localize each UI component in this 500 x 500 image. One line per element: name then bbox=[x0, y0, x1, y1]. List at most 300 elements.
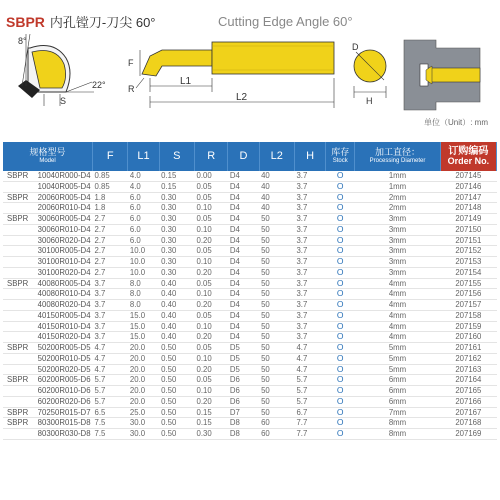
table-row bbox=[3, 257, 497, 268]
cell-l2: 50 bbox=[261, 224, 270, 234]
cell-d: D4 bbox=[229, 300, 240, 309]
cell-r: 0.20 bbox=[196, 235, 212, 245]
cell-model bbox=[3, 214, 93, 225]
cell-stock: O bbox=[336, 256, 344, 266]
cell-model bbox=[3, 407, 93, 418]
table-row bbox=[3, 375, 497, 386]
cell-f: 3.7 bbox=[94, 332, 106, 342]
cell-l1: 8.0 bbox=[129, 289, 141, 299]
cell-order: 207158 bbox=[455, 310, 482, 320]
cell-diam: 1mm bbox=[388, 171, 407, 180]
col-diameter: 加工直径： Processing Diameter bbox=[355, 142, 440, 171]
cell-f: 1.8 bbox=[94, 203, 106, 213]
table-row bbox=[3, 310, 497, 321]
cell-h: 5.7 bbox=[296, 375, 308, 385]
table-body bbox=[3, 171, 497, 439]
cell-h: 3.7 bbox=[296, 181, 308, 191]
model-prefix: SBPR bbox=[7, 375, 29, 385]
cell-model bbox=[3, 310, 93, 321]
cell-h: 3.7 bbox=[296, 289, 308, 299]
cell-h: 3.7 bbox=[296, 332, 308, 342]
cell-r: 0.05 bbox=[196, 375, 212, 385]
cell-order: 207149 bbox=[455, 214, 482, 223]
col-order: 订购编码 Order No. bbox=[440, 142, 496, 171]
title-english: Cutting Edge Angle 60° bbox=[218, 14, 353, 29]
cell-h: 5.7 bbox=[296, 386, 308, 395]
cell-s: 0.50 bbox=[161, 343, 177, 352]
cell-h: 3.7 bbox=[296, 235, 308, 245]
cell-l2: 60 bbox=[261, 418, 270, 428]
model-code: 70250R015-D7 bbox=[37, 407, 91, 417]
cell-f: 5.7 bbox=[94, 386, 106, 395]
cell-l2: 50 bbox=[261, 343, 270, 352]
cell-s: 0.50 bbox=[161, 353, 177, 363]
cell-stock: O bbox=[336, 385, 344, 395]
cell-d: D8 bbox=[229, 429, 240, 438]
cell-diam: 3mm bbox=[388, 267, 407, 277]
cell-d: D4 bbox=[229, 181, 240, 191]
cell-f: 6.5 bbox=[94, 407, 106, 417]
cell-stock: O bbox=[336, 245, 344, 256]
cell-s: 0.50 bbox=[161, 396, 177, 406]
cell-f: 2.7 bbox=[94, 214, 106, 223]
cell-r: 0.20 bbox=[196, 267, 212, 277]
cell-diam: 7mm bbox=[388, 407, 407, 417]
cell-f: 5.7 bbox=[94, 396, 106, 406]
cell-f: 3.7 bbox=[94, 310, 106, 320]
cell-model bbox=[3, 257, 93, 268]
cell-order: 207153 bbox=[455, 257, 482, 266]
cell-f: 2.7 bbox=[94, 224, 106, 234]
cell-s: 0.30 bbox=[161, 224, 177, 234]
cell-r: 0.20 bbox=[196, 396, 212, 406]
cell-r: 0.05 bbox=[196, 310, 212, 320]
cell-f: 7.5 bbox=[94, 429, 106, 438]
cell-s: 0.30 bbox=[161, 214, 177, 223]
model-code: 40150R010-D4 bbox=[37, 321, 91, 331]
cell-d: D4 bbox=[229, 289, 240, 299]
cell-model bbox=[3, 396, 93, 407]
cell-r: 0.05 bbox=[196, 246, 212, 256]
cell-diam: 4mm bbox=[388, 289, 407, 299]
cell-d: D5 bbox=[229, 353, 240, 363]
tip-view bbox=[18, 34, 106, 106]
cell-r: 0.05 bbox=[196, 214, 212, 223]
model-code: 80300R030-D8 bbox=[37, 429, 91, 438]
cell-model bbox=[3, 181, 93, 192]
cell-diam: 5mm bbox=[388, 343, 407, 352]
cell-s: 0.30 bbox=[161, 235, 177, 245]
cell-r: 0.10 bbox=[196, 203, 212, 213]
cell-h: 3.7 bbox=[296, 257, 308, 266]
cell-l2: 60 bbox=[261, 429, 270, 438]
cell-order: 207167 bbox=[455, 407, 482, 417]
cell-r: 0.05 bbox=[196, 181, 212, 191]
series-title: SBPR bbox=[6, 14, 45, 30]
cell-r: 0.10 bbox=[196, 224, 212, 234]
cell-order: 207155 bbox=[455, 278, 482, 288]
cell-r: 0.10 bbox=[196, 386, 212, 395]
cell-stock: O bbox=[336, 364, 344, 374]
cell-s: 0.50 bbox=[161, 429, 177, 438]
cell-l2: 50 bbox=[261, 364, 270, 374]
table-row bbox=[3, 353, 497, 364]
cell-h: 3.7 bbox=[296, 171, 308, 180]
cell-l1: 20.0 bbox=[129, 375, 146, 385]
model-code: 20060R010-D4 bbox=[37, 203, 91, 213]
model-code: 60200R010-D6 bbox=[37, 386, 91, 395]
cell-l1: 20.0 bbox=[129, 353, 146, 363]
cell-h: 3.7 bbox=[296, 278, 308, 288]
cell-f: 3.7 bbox=[94, 278, 106, 288]
f-label: F bbox=[128, 58, 134, 68]
cell-stock: O bbox=[336, 342, 344, 352]
cell-s: 0.15 bbox=[161, 181, 177, 191]
cell-l2: 50 bbox=[261, 257, 270, 266]
cell-diam: 3mm bbox=[388, 214, 407, 223]
cell-d: D4 bbox=[229, 203, 240, 213]
cell-s: 0.40 bbox=[161, 321, 177, 331]
cell-l2: 40 bbox=[261, 203, 270, 213]
model-prefix: SBPR bbox=[7, 407, 29, 417]
cell-l1: 4.0 bbox=[129, 181, 141, 191]
cell-diam: 8mm bbox=[388, 429, 407, 438]
table-row bbox=[3, 396, 497, 407]
cell-l2: 50 bbox=[261, 321, 270, 331]
col-r: R bbox=[195, 142, 228, 171]
cell-l2: 50 bbox=[261, 246, 270, 256]
cell-l1: 10.0 bbox=[129, 246, 146, 256]
model-code: 40150R005-D4 bbox=[37, 310, 91, 320]
cell-order: 207146 bbox=[455, 181, 482, 191]
table-row bbox=[3, 418, 497, 429]
cell-stock: O bbox=[336, 417, 344, 428]
col-l1: L1 bbox=[128, 142, 159, 171]
cell-l2: 50 bbox=[261, 289, 270, 299]
cell-f: 3.7 bbox=[94, 289, 106, 299]
cell-f: 1.8 bbox=[94, 192, 106, 202]
cell-model bbox=[3, 192, 93, 203]
r-label: R bbox=[128, 84, 135, 94]
cell-l2: 50 bbox=[261, 353, 270, 363]
cell-order: 207148 bbox=[455, 203, 482, 213]
cell-r: 0.05 bbox=[196, 278, 212, 288]
model-code: 10040R000-D4 bbox=[37, 171, 91, 180]
table-row bbox=[3, 321, 497, 332]
cell-order: 207162 bbox=[455, 353, 482, 363]
col-s: S bbox=[159, 142, 194, 171]
cell-order: 207147 bbox=[455, 192, 482, 202]
cell-f: 2.7 bbox=[94, 257, 106, 266]
model-code: 40080R020-D4 bbox=[37, 300, 91, 309]
model-code: 30100R005-D4 bbox=[37, 246, 91, 256]
model-code: 50200R010-D5 bbox=[37, 353, 91, 363]
cell-diam: 6mm bbox=[388, 396, 407, 406]
cell-order: 207164 bbox=[455, 375, 482, 385]
cell-s: 0.50 bbox=[161, 375, 177, 385]
table-header-row bbox=[3, 142, 497, 171]
cell-stock: O bbox=[336, 224, 344, 234]
cell-model bbox=[3, 386, 93, 397]
model-prefix: SBPR bbox=[7, 171, 29, 180]
h-label: H bbox=[366, 96, 373, 106]
cell-h: 3.7 bbox=[296, 192, 308, 202]
cell-model bbox=[3, 353, 93, 364]
cell-r: 0.10 bbox=[196, 289, 212, 299]
angle-top-label: 8° bbox=[18, 36, 27, 46]
col-stock: 库存 Stock bbox=[326, 142, 355, 171]
cell-diam: 3mm bbox=[388, 246, 407, 256]
cell-h: 4.7 bbox=[296, 353, 308, 363]
cell-r: 0.10 bbox=[196, 321, 212, 331]
cell-stock: O bbox=[336, 310, 344, 320]
model-code: 40150R020-D4 bbox=[37, 332, 91, 342]
col-d: D bbox=[228, 142, 259, 171]
cell-order: 207165 bbox=[455, 386, 482, 395]
cell-model bbox=[3, 364, 93, 375]
l1-label: L1 bbox=[180, 76, 192, 87]
cell-model bbox=[3, 278, 93, 289]
cell-stock: O bbox=[336, 213, 344, 223]
model-prefix: SBPR bbox=[7, 192, 29, 202]
cell-stock: O bbox=[336, 407, 344, 417]
cell-l2: 50 bbox=[261, 386, 270, 395]
spec-table bbox=[3, 142, 497, 440]
col-model: 规格型号 Model bbox=[3, 142, 93, 171]
d-label: D bbox=[352, 42, 359, 52]
cell-model bbox=[3, 343, 93, 354]
cell-h: 3.7 bbox=[296, 300, 308, 309]
table-row bbox=[3, 171, 497, 181]
cell-s: 0.40 bbox=[161, 278, 177, 288]
l2-label: L2 bbox=[236, 92, 248, 103]
cell-l1: 8.0 bbox=[129, 278, 141, 288]
cell-l1: 20.0 bbox=[129, 396, 146, 406]
cell-h: 5.7 bbox=[296, 396, 308, 406]
col-f: F bbox=[93, 142, 128, 171]
cell-diam: 1mm bbox=[388, 181, 407, 191]
cell-l2: 50 bbox=[261, 396, 270, 406]
cell-r: 0.20 bbox=[196, 332, 212, 342]
model-code: 30060R005-D4 bbox=[37, 214, 91, 223]
table-row bbox=[3, 246, 497, 257]
title-chinese: 内孔镗刀-刀尖 60° bbox=[49, 15, 156, 30]
table-row bbox=[3, 386, 497, 397]
cell-order: 207168 bbox=[455, 418, 482, 428]
cell-l2: 50 bbox=[261, 332, 270, 342]
cell-s: 0.15 bbox=[161, 171, 177, 180]
cell-stock: O bbox=[336, 235, 344, 245]
cell-l1: 10.0 bbox=[129, 267, 146, 277]
table-row bbox=[3, 181, 497, 192]
cell-l1: 30.0 bbox=[129, 429, 146, 438]
cell-l1: 20.0 bbox=[129, 364, 146, 374]
cell-s: 0.40 bbox=[161, 332, 177, 342]
cell-stock: O bbox=[336, 428, 344, 438]
cell-l2: 40 bbox=[261, 181, 270, 191]
cell-diam: 4mm bbox=[388, 300, 407, 309]
cell-h: 3.7 bbox=[296, 246, 308, 256]
cell-r: 0.00 bbox=[196, 171, 212, 180]
cell-diam: 3mm bbox=[388, 235, 407, 245]
cell-d: D5 bbox=[229, 364, 240, 374]
cell-l1: 15.0 bbox=[129, 332, 146, 342]
table-row bbox=[3, 214, 497, 225]
cell-model bbox=[3, 267, 93, 278]
shank bbox=[212, 42, 334, 74]
model-prefix: SBPR bbox=[7, 418, 29, 428]
model-code: 50200R020-D5 bbox=[37, 364, 91, 374]
model-code: 10040R005-D4 bbox=[37, 181, 91, 191]
cell-diam: 4mm bbox=[388, 278, 407, 288]
cell-r: 0.05 bbox=[196, 192, 212, 202]
cell-f: 2.7 bbox=[94, 246, 106, 256]
cell-h: 7.7 bbox=[296, 418, 308, 428]
cell-f: 4.7 bbox=[94, 364, 106, 374]
cell-s: 0.30 bbox=[161, 246, 177, 256]
cell-f: 0.85 bbox=[94, 171, 110, 180]
cell-l1: 20.0 bbox=[129, 386, 146, 395]
cell-order: 207151 bbox=[455, 235, 482, 245]
cell-d: D4 bbox=[229, 278, 240, 288]
cell-order: 207154 bbox=[455, 267, 482, 277]
cell-d: D4 bbox=[229, 246, 240, 256]
model-code: 80300R015-D8 bbox=[37, 418, 91, 428]
cell-diam: 5mm bbox=[388, 353, 407, 363]
cell-model bbox=[3, 246, 93, 257]
table-row bbox=[3, 332, 497, 343]
cell-l2: 50 bbox=[261, 278, 270, 288]
cell-d: D4 bbox=[229, 257, 240, 266]
end-view bbox=[352, 42, 386, 106]
cell-order: 207160 bbox=[455, 332, 482, 342]
cell-diam: 4mm bbox=[388, 321, 407, 331]
cell-l1: 25.0 bbox=[129, 407, 146, 417]
cell-l1: 4.0 bbox=[129, 171, 141, 180]
cell-stock: O bbox=[336, 202, 344, 213]
cell-l2: 50 bbox=[261, 375, 270, 385]
cell-model bbox=[3, 171, 93, 181]
cell-d: D6 bbox=[229, 386, 240, 395]
cell-stock: O bbox=[336, 331, 344, 342]
cell-stock: O bbox=[336, 353, 344, 363]
cell-d: D7 bbox=[229, 407, 240, 417]
holder-view bbox=[404, 40, 480, 110]
table-row bbox=[3, 364, 497, 375]
side-view bbox=[128, 42, 334, 108]
cell-stock: O bbox=[336, 267, 344, 277]
cell-d: D4 bbox=[229, 224, 240, 234]
cell-model bbox=[3, 203, 93, 214]
cell-s: 0.40 bbox=[161, 310, 177, 320]
cell-r: 0.30 bbox=[196, 429, 212, 438]
cell-l2: 50 bbox=[261, 300, 270, 309]
model-prefix: SBPR bbox=[7, 278, 29, 288]
cell-h: 3.7 bbox=[296, 203, 308, 213]
cell-l1: 30.0 bbox=[129, 418, 146, 428]
cell-s: 0.30 bbox=[161, 257, 177, 266]
cell-model bbox=[3, 235, 93, 246]
cell-d: D8 bbox=[229, 418, 240, 428]
cell-diam: 8mm bbox=[388, 418, 407, 428]
cell-l1: 15.0 bbox=[129, 310, 146, 320]
model-code: 60200R005-D6 bbox=[37, 375, 91, 385]
holder-bore bbox=[426, 68, 480, 82]
cell-l2: 50 bbox=[261, 407, 270, 417]
cell-model bbox=[3, 375, 93, 386]
cell-diam: 6mm bbox=[388, 375, 407, 385]
cell-diam: 5mm bbox=[388, 364, 407, 374]
cell-f: 2.7 bbox=[94, 267, 106, 277]
unit-label: 单位（Unit）: mm bbox=[424, 118, 488, 127]
cell-order: 207161 bbox=[455, 343, 482, 352]
table-row bbox=[3, 192, 497, 203]
cell-diam: 4mm bbox=[388, 310, 407, 320]
cell-f: 0.85 bbox=[94, 181, 110, 191]
cell-model bbox=[3, 429, 93, 440]
cell-s: 0.40 bbox=[161, 300, 177, 309]
cell-d: D4 bbox=[229, 310, 240, 320]
cell-d: D6 bbox=[229, 396, 240, 406]
cell-d: D6 bbox=[229, 375, 240, 385]
cell-s: 0.40 bbox=[161, 289, 177, 299]
cell-s: 0.30 bbox=[161, 192, 177, 202]
cell-f: 5.7 bbox=[94, 375, 106, 385]
cell-r: 0.15 bbox=[196, 418, 212, 428]
cell-s: 0.50 bbox=[161, 418, 177, 428]
model-code: 30060R020-D4 bbox=[37, 235, 91, 245]
cell-f: 4.7 bbox=[94, 343, 106, 352]
cell-h: 3.7 bbox=[296, 224, 308, 234]
boring-tip bbox=[142, 50, 212, 76]
cell-r: 0.05 bbox=[196, 343, 212, 352]
cell-s: 0.30 bbox=[161, 267, 177, 277]
cell-h: 7.7 bbox=[296, 429, 308, 438]
cell-l1: 20.0 bbox=[129, 343, 146, 352]
cell-f: 4.7 bbox=[94, 353, 106, 363]
cell-h: 4.7 bbox=[296, 364, 308, 374]
cell-d: D5 bbox=[229, 343, 240, 352]
angle-side-label: 22° bbox=[92, 80, 106, 90]
cell-stock: O bbox=[336, 374, 344, 385]
cell-diam: 3mm bbox=[388, 257, 407, 266]
cell-h: 3.7 bbox=[296, 310, 308, 320]
cell-stock: O bbox=[336, 192, 344, 202]
cell-s: 0.50 bbox=[161, 364, 177, 374]
cell-d: D4 bbox=[229, 171, 240, 180]
cell-order: 207156 bbox=[455, 289, 482, 299]
cell-l2: 50 bbox=[261, 214, 270, 223]
model-code: 30100R020-D4 bbox=[37, 267, 91, 277]
cell-l2: 50 bbox=[261, 235, 270, 245]
cell-f: 3.7 bbox=[94, 300, 106, 309]
cell-d: D4 bbox=[229, 332, 240, 342]
cell-order: 207163 bbox=[455, 364, 482, 374]
cell-d: D4 bbox=[229, 235, 240, 245]
cell-d: D4 bbox=[229, 214, 240, 223]
cell-order: 207169 bbox=[455, 429, 482, 438]
model-code: 40080R005-D4 bbox=[37, 278, 91, 288]
cell-order: 207150 bbox=[455, 224, 482, 234]
cell-d: D4 bbox=[229, 267, 240, 277]
cell-l1: 15.0 bbox=[129, 321, 146, 331]
col-l2: L2 bbox=[259, 142, 294, 171]
cell-model bbox=[3, 332, 93, 343]
cell-diam: 6mm bbox=[388, 386, 407, 395]
model-code: 20060R005-D4 bbox=[37, 192, 91, 202]
cell-diam: 2mm bbox=[388, 192, 407, 202]
table-row bbox=[3, 235, 497, 246]
